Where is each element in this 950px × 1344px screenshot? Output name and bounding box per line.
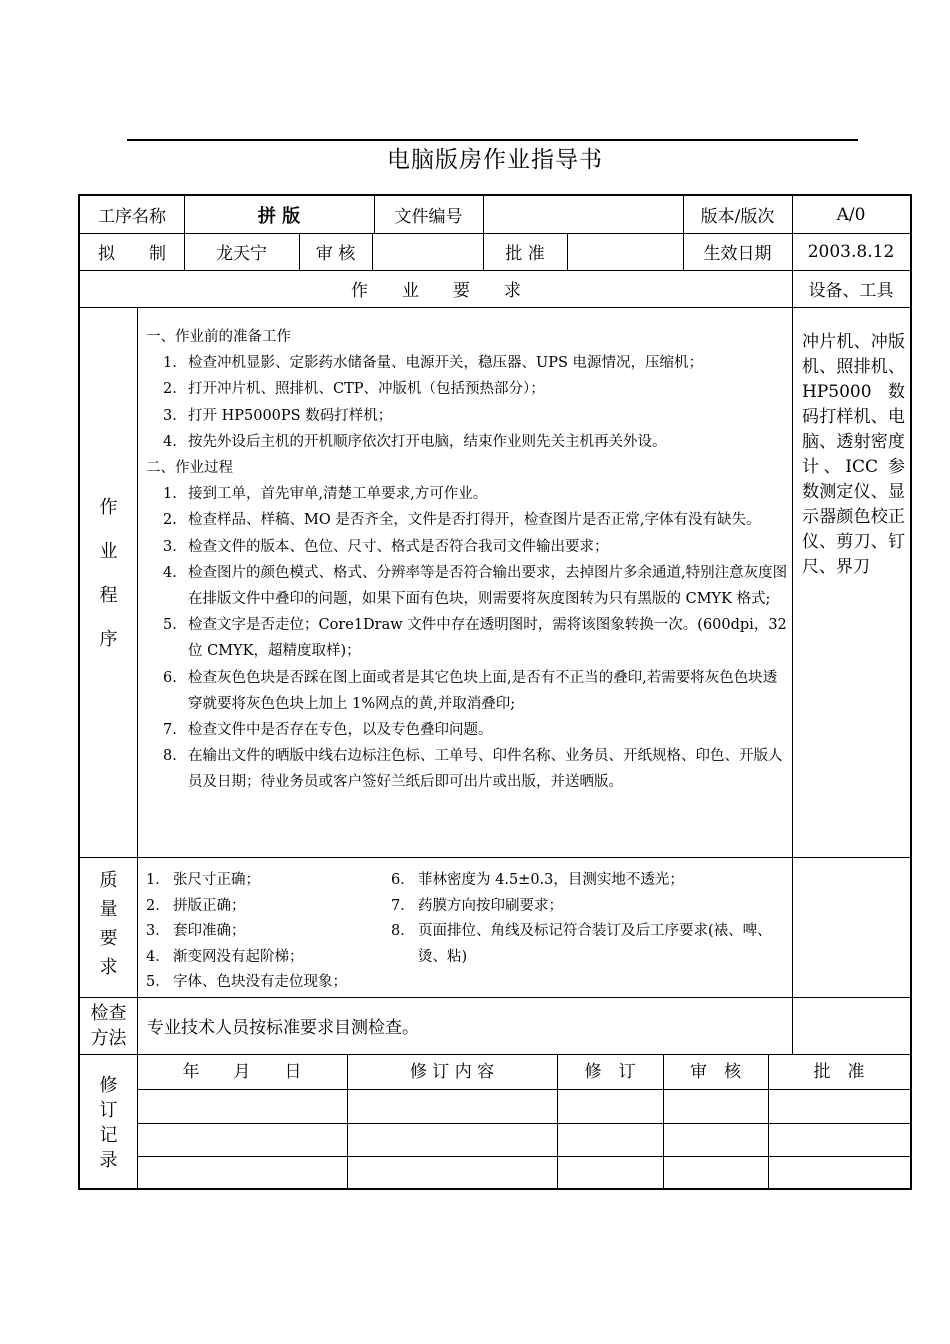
drafter-value: 龙天宁	[216, 244, 267, 264]
effective-date-label: 生效日期	[703, 244, 772, 264]
procedure-body	[146, 324, 790, 796]
equipment-header: 设备、工具	[808, 281, 894, 301]
list-item: 1. 检查冲机显影、定影药水储备量、电源开关，稳压器、UPS 电源情况，压缩机；	[163, 355, 704, 372]
list-item: 3． 套印准确；	[146, 923, 246, 939]
list-item: 2. 打开冲片机、照排机、CTP、冲版机（包括预热部分）；	[163, 381, 545, 398]
version-label: 版本/版次	[700, 207, 775, 227]
list-item: 6. 检查灰色色块是否踩在图上面或者是其它色块上面,是否有不正当的叠印,若需要将灰色色块透穿就要将灰色色块上加上 1%网点的黄,并取消叠印;	[163, 669, 778, 712]
list-item: 7. 检查文件中是否存在专色，以及专色叠印问题。	[163, 722, 493, 739]
list-item: 3. 检查文件的版本、色位、尺寸、格式是否符合我司文件输出要求；	[163, 538, 609, 555]
revision-col-content: 修 订 内 容	[409, 1061, 495, 1082]
revision-col-approve: 批 准	[813, 1061, 865, 1082]
list-item: 8． 页面排位、角线及标记符合装订及后工序要求(裱、啤、烫、粘)	[391, 923, 772, 965]
effective-date-value: 2003.8.12	[807, 241, 895, 262]
equipment-list: 冲片机、冲版机、照排机、HP5000数码打样机、电脑、透射密度计、ICC 参数测定仪、显示器颜色校正仪、剪刀、钉尺、界刀	[802, 332, 905, 577]
doc-number-label: 文件编号	[394, 207, 463, 227]
section-heading: 二、作业过程	[146, 460, 233, 477]
revision-col-date: 年 月 日	[182, 1061, 302, 1082]
list-item: 4． 渐变网没有起阶梯；	[146, 948, 304, 965]
revision-col-review: 审 核	[690, 1061, 741, 1082]
approver-value	[567, 233, 683, 270]
requirements-header: 作 业 要 求	[351, 281, 521, 301]
approver-label: 批 准	[505, 244, 545, 264]
list-item: 5. 检查文字是否走位；Core1Draw 文件中存在透明图时，需将该图象转换一次。(600dpi，32 位 CMYK，超精度取样)；	[163, 617, 787, 660]
page-title: 电脑版房作业指导书	[387, 147, 603, 173]
list-item: 2． 拼版正确；	[146, 897, 246, 914]
list-item: 8. 在输出文件的晒版中线右边标注色标、工单号、印件名称、业务员、开纸规格、印色、开版人员及日期；待业务员或客户签好兰纸后即可出片或出版，并送晒版。	[163, 748, 783, 791]
list-item: 1. 接到工单，首先审单,清楚工单要求,方可作业。	[163, 486, 488, 503]
doc-number-value	[483, 196, 683, 233]
revision-col-revise: 修 订	[584, 1061, 636, 1082]
process-name-label: 工序名称	[98, 207, 166, 227]
quality-list-right	[391, 868, 789, 970]
list-item: 4. 检查图片的颜色模式、格式、分辨率等是否符合输出要求，去掉图片多余通道,特别注意灰度图在排版文件中叠印的问题，如果下面有色块，则需要将灰度图转为只有黑版的 CMYK 格式;	[163, 564, 788, 608]
list-item: 6． 菲林密度为 4.5±0.3，目测实地不透光；	[391, 872, 684, 888]
inspection-text: 专业技术人员按标准要求目测检查。	[147, 1018, 419, 1038]
list-item: 5． 字体、色块没有走位现象；	[146, 974, 347, 990]
reviewer-label: 审 核	[315, 244, 356, 264]
procedure-label: 作 业 程 序	[99, 497, 118, 650]
reviewer-value	[372, 233, 483, 270]
drafter-label: 拟 制	[98, 244, 166, 264]
instruction-table	[78, 194, 912, 1190]
list-item: 2. 检查样品、样稿、MO 是否齐全，文件是否打得开，检查图片是否正常,字体有没有缺失。	[163, 512, 761, 529]
list-item: 1． 张尺寸正确；	[146, 872, 260, 888]
quality-list-left	[146, 868, 386, 996]
list-item: 7． 药膜方向按印刷要求；	[391, 897, 563, 914]
process-name-value: 拼 版	[257, 205, 301, 227]
quality-label: 质 量 要 求	[99, 870, 118, 978]
version-value: A/0	[836, 204, 866, 225]
revision-label: 修 订 记 录	[99, 1075, 118, 1171]
inspection-label: 检查 方法	[90, 1003, 127, 1049]
list-item: 3. 打开 HP5000PS 数码打样机；	[163, 407, 393, 424]
section-heading: 一、作业前的准备工作	[146, 329, 291, 345]
list-item: 4. 按先外设后主机的开机顺序依次打开电脑，结束作业则先关主机再关外设。	[163, 433, 667, 450]
